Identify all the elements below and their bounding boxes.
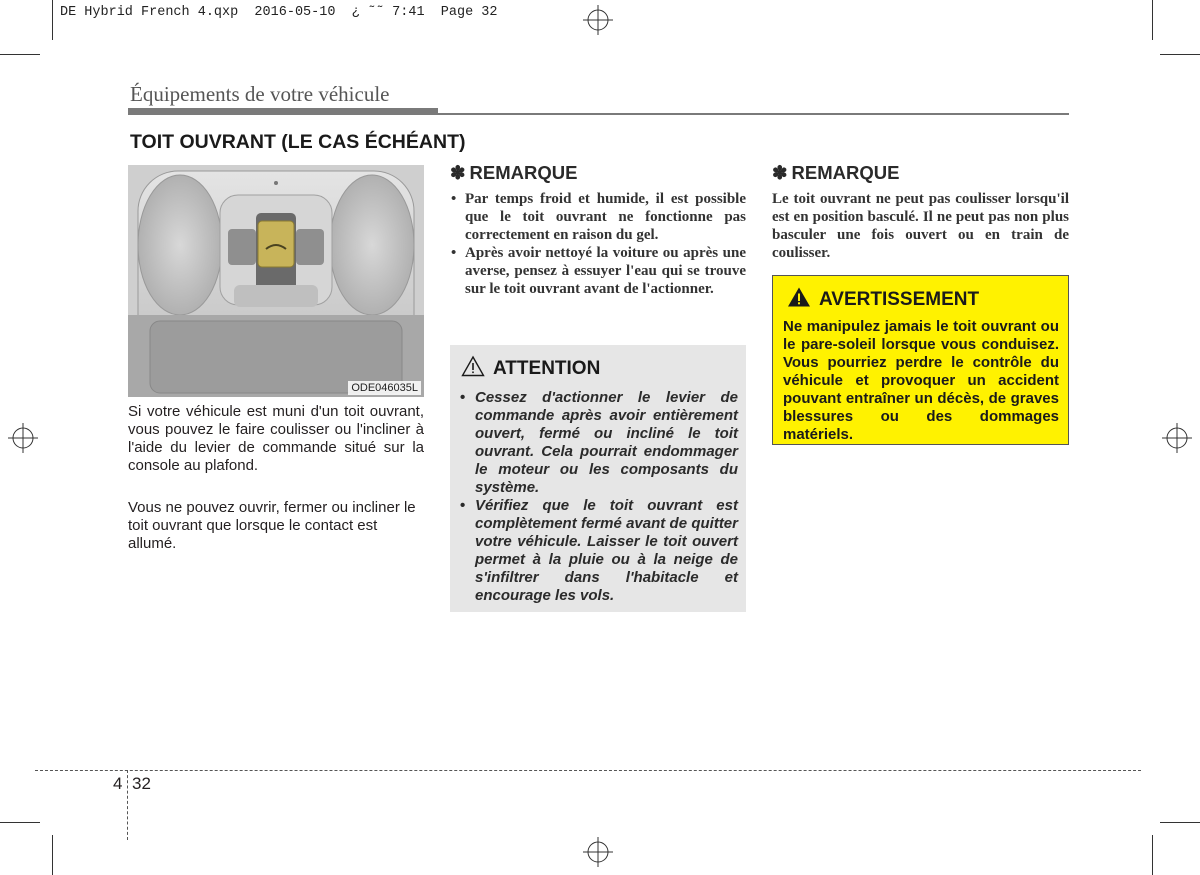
registration-mark-icon — [1162, 423, 1192, 453]
print-slug: DE Hybrid French 4.qxp 2016-05-10 ¿ ˜˜ 7:41 Page 32 — [60, 5, 498, 20]
footer-rule — [35, 770, 1141, 771]
crop-mark — [1152, 835, 1153, 875]
remarque-title: REMARQUE — [791, 162, 900, 183]
caution-triangle-icon — [461, 355, 485, 383]
list-item: • Cessez d'actionner le levier de commande après avoir entièrement ouvert, fermé ou incliné le toit ouvrant. Cela pourrait endommager le moteur ou les composants du système. — [458, 389, 738, 497]
warning-text: Ne manipulez jamais le toit ouvrant ou le pare-soleil lorsque vous conduisez. Vous pourriez perdre le contrôle du véhicule et provoquer un accident pouvant entraîner un décès, de graves blessures ou des dommages matériels. — [783, 318, 1059, 443]
section-title: TOIT OUVRANT (LE CAS ÉCHÉANT) — [130, 131, 466, 153]
registration-mark-icon — [583, 5, 613, 35]
remarque-list — [450, 190, 746, 298]
warning-triangle-icon — [787, 286, 811, 314]
attention-title: ATTENTION — [493, 358, 601, 379]
footer-rule — [127, 770, 128, 840]
asterisk-icon: ✽ — [450, 162, 466, 183]
header-rule — [438, 113, 1069, 115]
sunroof-console-icon — [128, 165, 424, 397]
intro-paragraph-1: Si votre véhicule est muni d'un toit ouvrant, vous pouvez le faire coulisser ou l'incliner à l'aide du levier de commande situé sur la console au plafond. — [128, 403, 424, 474]
crop-mark — [1160, 822, 1200, 823]
chapter-number: 4 — [113, 774, 123, 793]
remarque-heading — [772, 162, 899, 184]
page-number: 32 — [132, 774, 151, 793]
chapter-title: Équipements de votre véhicule — [130, 82, 390, 106]
warning-box — [772, 275, 1069, 445]
warning-heading — [783, 286, 1059, 314]
remarque-text: Le toit ouvrant ne peut pas coulisser lorsqu'il est en position basculé. Il ne peut pas non plus basculer une fois ouvert ou en train de coulisser. — [772, 191, 1069, 261]
crop-mark — [0, 822, 40, 823]
list-item: • Par temps froid et humide, il est possible que le toit ouvrant ne fonctionne pas correctement en raison du gel. — [450, 190, 746, 244]
intro-paragraph-2: Vous ne pouvez ouvrir, fermer ou incliner le toit ouvrant que lorsque le contact est allumé. — [128, 499, 416, 552]
asterisk-icon: ✽ — [772, 162, 788, 183]
remarque-title: REMARQUE — [469, 162, 578, 183]
crop-mark — [52, 0, 53, 40]
header-rule — [128, 108, 438, 115]
list-item: • Vérifiez que le toit ouvrant est complètement fermé avant de quitter votre véhicule. Laisser le toit ouvert permet à la pluie ou à la neige de s'infiltrer dans l'habitacle et encourage les vols. — [458, 497, 738, 605]
attention-list — [458, 389, 738, 605]
list-item: • Après avoir nettoyé la voiture ou après une averse, pensez à essuyer l'eau qui se trouve sur le toit ouvrant avant de l'actionner. — [450, 244, 746, 298]
registration-mark-icon — [583, 837, 613, 867]
attention-box — [450, 345, 746, 612]
remarque-heading — [450, 162, 577, 184]
warning-title: AVERTISSEMENT — [819, 289, 980, 310]
attention-heading — [458, 355, 738, 383]
sunroof-console-photo — [128, 165, 424, 397]
crop-mark — [1152, 0, 1153, 40]
crop-mark — [1160, 54, 1200, 55]
registration-mark-icon — [8, 423, 38, 453]
crop-mark — [52, 835, 53, 875]
figure-caption: ODE046035L — [348, 381, 421, 395]
crop-mark — [0, 54, 40, 55]
